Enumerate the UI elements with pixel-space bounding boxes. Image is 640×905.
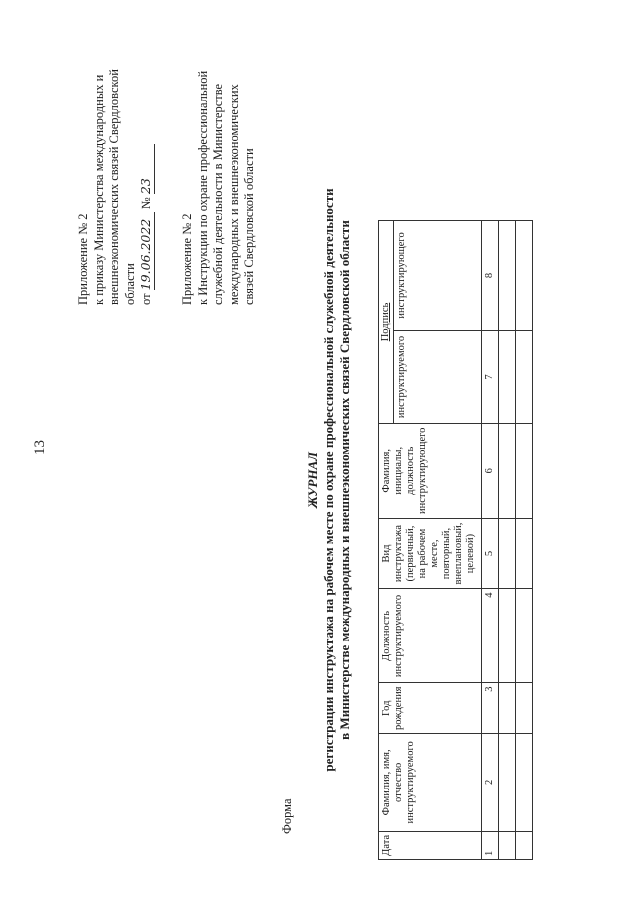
approval-number: 23 <box>138 144 155 194</box>
col-number: 1 <box>482 831 499 859</box>
header-instructor: Фамилия, инициалы, должность инструктирующего <box>379 423 482 518</box>
table-row <box>482 221 499 860</box>
journal-table <box>378 220 533 860</box>
approval-line-1: Приложение № 2 <box>76 213 90 305</box>
header-birth-year: Год рождения <box>379 683 482 734</box>
approval-block <box>76 69 155 305</box>
approval-line-2: к приказу Министерства международных и <box>91 74 106 305</box>
col-number: 5 <box>482 518 499 589</box>
approval-line-4: области <box>122 263 137 305</box>
header-position: Должность инструктируемого <box>379 589 482 683</box>
journal-table-wrap <box>378 220 533 860</box>
table-row <box>499 221 516 860</box>
instruction-ref-block: Приложение № 2 к Инструкции по охране профессиональной служебной деятельности в Министерстве международных и внешнеэкономических связей Свердловской области <box>180 70 256 305</box>
col-number: 4 <box>482 589 499 683</box>
col-number: 8 <box>482 221 499 331</box>
header-kind: Вид инструктажа (первичный, на рабочем месте, повторный, внеплановый, целевой) <box>379 518 482 589</box>
journal-heading: ЖУРНАЛ <box>305 451 320 509</box>
col-number: 2 <box>482 734 499 832</box>
header-sig-trainee: инструктируемого <box>394 330 482 423</box>
approval-line-3: внешнеэкономических связей Свердловской <box>107 69 121 305</box>
header-name: Фамилия, имя, отчество инструктируемого <box>379 734 482 832</box>
approval-date-line: от 19.06.2022 № 23 <box>138 69 155 305</box>
col-number: 6 <box>482 423 499 518</box>
col-number: 7 <box>482 330 499 423</box>
journal-subtitle-2: в Министерстве международных и внешнеэкономических связей Свердловской области <box>337 220 352 740</box>
col-number: 3 <box>482 683 499 734</box>
page-number: 13 <box>32 440 48 455</box>
table-row <box>516 221 533 860</box>
approval-date: 19.06.2022 <box>138 212 155 290</box>
header-sig-instructor: инструктирующего <box>394 221 482 331</box>
journal-subtitle-1: регистрации инструктажа на рабочем месте по охране профессиональной служебной деятельности <box>321 188 336 772</box>
journal-title <box>305 150 353 810</box>
header-signature: Подпись <box>379 221 394 424</box>
form-label: Форма <box>280 798 294 834</box>
header-date: Дата <box>379 831 482 859</box>
